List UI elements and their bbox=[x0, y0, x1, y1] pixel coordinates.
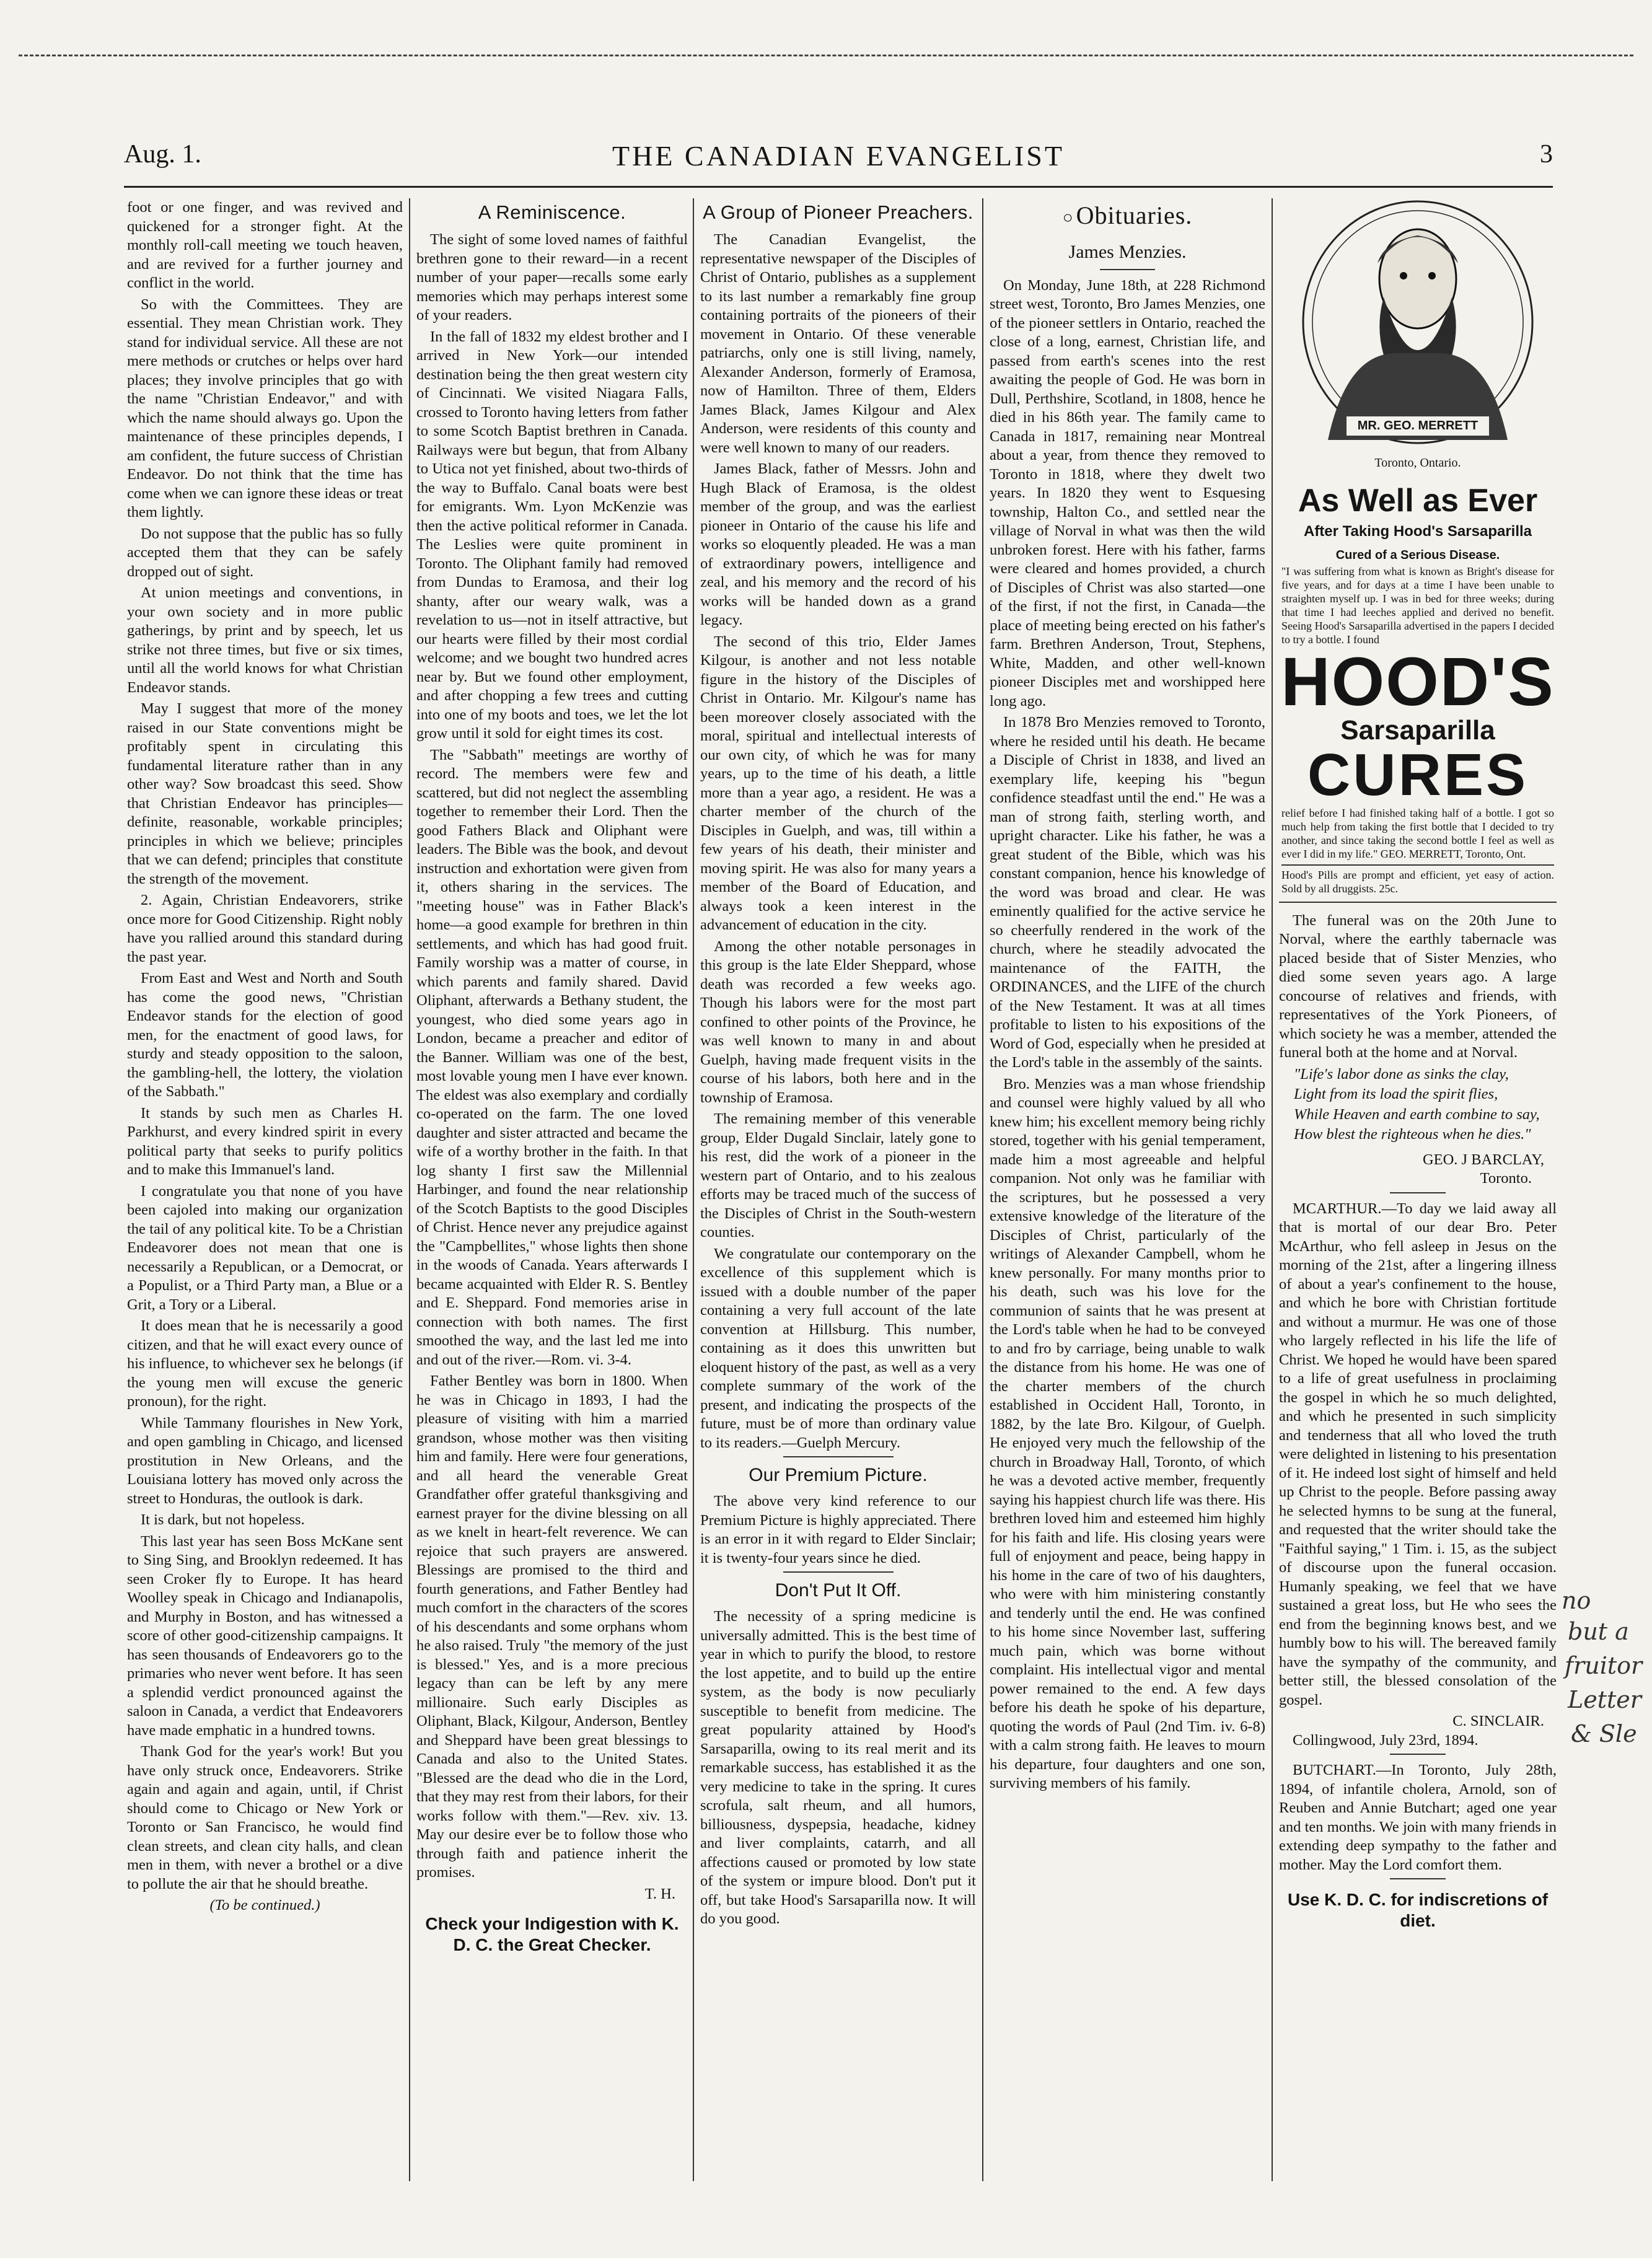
separator bbox=[1390, 1878, 1446, 1879]
paragraph: So with the Committees. They are essential. They mean Christian work. They stand for individual service. All these are not mere methods or crutches or helps over hard places; they involve principles that go with the name "Christian Endeavor," and with which the name should always go. Upon the maintenance of these principles depends, I am confident, the future success of Christian Endeavor. Do not think that the time has come when we can ignore these ideas or treat them lightly. bbox=[127, 296, 403, 521]
signature-location: Toronto. bbox=[1480, 1170, 1532, 1187]
paragraph: It does mean that he is necessarily a good citizen, and that he will exact every ounce of his influence, to whichever sex he belongs (if the young men will excuse the generic pronoun), for the right. bbox=[127, 1317, 403, 1410]
paragraph: From East and West and North and South has come the good news, "Christian Endeavor stands for the election of good men, for the enactment of good laws, for sturdy and steady opposition to the saloon, the gambling-hell, the lottery, the violation of the Sabbath." bbox=[127, 970, 403, 1100]
ad-product: Sarsaparilla bbox=[1340, 714, 1495, 745]
separator bbox=[1279, 902, 1557, 903]
top-border-line bbox=[19, 55, 1633, 56]
ad-testimonial-end: relief before I had finished taking half of a bottle. I got so much help from taking the first bottle that I decided to try another, and since taking the second bottle I feel as well as ever I did in my life." GEO. MERRETT, Toronto, Ont. bbox=[1281, 806, 1554, 860]
page-number: 3 bbox=[1540, 140, 1553, 169]
paragraph: May I suggest that more of the money raised in our State conventions might be profitably spent in circulating this fundamental literature rather than in any other way? Sow broadcast this seed. Show that Christian Endeavor has principles—definite, reasonable, workable principles; principles in which we believe; principles that we can defend; principles that constitute the strength of the movement. bbox=[127, 700, 403, 887]
column-divider bbox=[693, 198, 694, 2181]
margin-note: no bbox=[1562, 1587, 1591, 1614]
paragraph: The second of this trio, Elder James Kilgour, is another and not less notable figure in the history of the Disciples of Christ in Ontario. Mr. Kilgour's name has been moreover closely associated with the moral, spiritual and intellectual interests of our own city, of which he was for many years, up to the time of his death, a little more than a year ago, a resident. He was a charter member of the church of the Disciples in Guelph, and was, till within a few years of his death, their minister and moving spirit. He was also for many years a member of the Board of Education, and always took a keen interest in the advancement of education in the city. bbox=[700, 633, 976, 933]
paragraph: The necessity of a spring medicine is universally admitted. This is the best time of year in which to purify the blood, to restore the lost appetite, and to build up the entire system, as the body is now peculiarly susceptible to benefit from medicine. The great popularity attained by Hood's Sarsaparilla, owing to its real merit and its remarkable success, has established it as the very medicine to take in the spring. It cures scrofula, salt rheum, and all humors, billiousness, dyspepsia, headache, kidney and liver complaints, catarrh, and all affections caused or promoted by low state of the system or impure blood. Don't put it off, but take Hood's Sarsaparilla now. It will do you good. bbox=[700, 1608, 976, 1927]
dateline: Collingwood, July 23rd, 1894. bbox=[1293, 1731, 1478, 1749]
article-heading-premium-picture: Our Premium Picture. bbox=[749, 1465, 928, 1485]
portrait-icon bbox=[1285, 198, 1551, 452]
column-divider bbox=[1272, 198, 1273, 2181]
article-heading-reminiscence: A Reminiscence. bbox=[478, 201, 626, 223]
column-4 bbox=[990, 198, 1265, 2181]
separator bbox=[1100, 269, 1155, 270]
ad-headline: As Well as Ever bbox=[1298, 482, 1538, 519]
column-5 bbox=[1279, 198, 1557, 2181]
obituary-name-menzies: James Menzies. bbox=[1068, 241, 1187, 262]
column-3 bbox=[700, 198, 976, 2181]
separator bbox=[1390, 1754, 1446, 1755]
column-divider bbox=[409, 198, 410, 2181]
paragraph: The "Sabbath" meetings are worthy of record. The members were few and scattered, but did not neglect the assembling together to remember their Lord. Then the good Fathers Black and Oliphant were leaders. The Bible was the book, and devout instruction and exhortation were given from it, others sharing in the services. The "meeting house" was in Father Black's home—a good example for brethren in thin settlements, and which has had good fruit. Family worship was a matter of course, in which parents and family shared. David Oliphant, afterwards a Bethany student, the youngest, who died some years ago in London, became a preacher and editor of the Banner. William was one of the best, most lovable young men I have ever known. The eldest was also exemplary and cordially co-operated on the farm. The one loved daughter and sister attracted and became the wife of a worthy brother in the faith. In that log shanty I first saw the Millennial Harbinger, and found the near relationship of the Scotch Baptists to the good Disciples of Christ. Hence never any prejudice against the "Campbellites," whose lights then shone in the woods of Canada. Years afterwards I became acquainted with Elder R. S. Bentley and E. Sheppard. Fond memories arise in connection with both names. The first smoothed the way, and the last led me into and out of the river.—Rom. vi. 3-4. bbox=[416, 746, 688, 1368]
separator bbox=[783, 1571, 894, 1573]
paragraph: In the fall of 1832 my eldest brother and I arrived in New York—our intended destination being the then great western city of Cincinnati. We visited Niagara Falls, crossed to Toronto having letters from father to some Scotch Baptist brethren in Canada. Railways were but begun, that from Albany to Utica not yet finished, about two-thirds of the way to Buffalo. Canal boats were best for emigrants. Wm. Lyon McKenzie was then the active political reformer in Canada. The Leslies were quite prominent in Toronto. The Oliphant family had removed from Dundas to Eramosa, and their log shanty, after our weary walk, was a revelation to us—not in itself attractive, but our hearts were filled by their most cordial welcome; and we bought two hundred acres near by. But we found other employment, and after chopping a few trees and cutting into one of my boots and toes, we let the lot grow until it sold for eight times its cost. bbox=[416, 328, 688, 742]
hoods-sarsaparilla-advert bbox=[1279, 198, 1557, 895]
poem-line: While Heaven and earth combine to say, bbox=[1294, 1105, 1540, 1123]
newspaper-title: THE CANADIAN EVANGELIST bbox=[612, 140, 1065, 172]
margin-note: fruitor bbox=[1565, 1652, 1643, 1679]
paragraph: Bro. Menzies was a man whose friendship and counsel were highly valued by all who knew him; his excellent memory being richly stored, together with his genial temperament, made him a most agreeable and helpful companion. Not only was he familiar with the scriptures, but he possessed a very extensive knowledge of the literature of the Disciples of Christ, particularly of the writings of Alexander Campbell, whom he knew personally. For many months prior to his death, such was his love for the communion of saints that he was present at the Lord's table when he had to be conveyed to and fro by carriage, being unable to walk the distance from his home. He was one of the charter members of the church established in Occident Hall, Toronto, in 1882, by the late Bro. Kilgour, of Guelph. He enjoyed very much the fellowship of the church in Broadway Hall, Toronto, of which he was a devoted active member, frequently saying his happiest church life was there. His brethren loved him and esteemed him highly for his faith and life. His closing years were full of enjoyment and peace, being happy in his home in the care of two of his daughters, who were with him ministering constantly and tenderly until the end. He was confined to his home since November last, suffering much pain, which was borne without complaint. His intellectual vigor and mental power remained to the end. A few days before his death he spoke of his departure, quoting the words of Paul (2nd Tim. iv. 6-8) with a calm strong faith. He leaves to mourn his departure, four daughters and one son, surviving members of his family. bbox=[990, 1075, 1265, 1792]
paragraph: 2. Again, Christian Endeavorers, strike once more for Good Citizenship. Right nobly have you rallied around this standard during the past year. bbox=[127, 892, 403, 965]
poem-line: Light from its load the spirit flies, bbox=[1294, 1086, 1498, 1102]
signature: T. H. bbox=[644, 1885, 675, 1902]
column-divider bbox=[982, 198, 983, 2181]
signature: GEO. J BARCLAY, bbox=[1422, 1151, 1544, 1168]
portrait-location: Toronto, Ontario. bbox=[1374, 456, 1461, 470]
header-rule bbox=[124, 186, 1553, 188]
paragraph: Do not suppose that the public has so fully accepted them that they can be safely dropped out of sight. bbox=[127, 525, 403, 580]
margin-note: but a bbox=[1568, 1618, 1629, 1645]
signature: C. SINCLAIR. bbox=[1452, 1713, 1544, 1729]
ad-cures: CURES bbox=[1307, 741, 1529, 808]
kdc-advert: Use K. D. C. for indiscretions of diet. bbox=[1287, 1890, 1549, 1930]
paragraph: The above very kind reference to our Premium Picture is highly appreciated. There is an error in it with regard to Elder Sinclair; it is twenty-four years since he died. bbox=[700, 1493, 976, 1566]
paragraph: MCARTHUR.—To day we laid away all that is mortal of our dear Bro. Peter McArthur, who fell asleep in Jesus on the morning of the 21st, after a lingering illness of about a year's confinement to the house, and which he bore with Christian fortitude and without a murmur. He was one of those who largely reflected in his life the life of Christ. We hoped he would have been spared to a life of great usefulness in proclaiming the gospel in which he so much delighted, and which he presented in such simplicity and tenderness that all who loved the truth were delighted in listening to his presentation of it. He indeed lost sight of himself and held up Christ to the people. Before passing away he selected hymns to be sung at the funeral, and requested that the writer should take the "Faithful saying," 1 Tim. i. 15, as the subject of discourse upon the funeral occasion. Humanly speaking, we feel that we have sustained a great loss, but He who sees the end from the beginning knows best, and we humbly bow to his will. The bereaved family have the sympathy of the community, and better still, the blessed consolation of the gospel. bbox=[1279, 1200, 1557, 1708]
separator bbox=[783, 1456, 894, 1457]
ad-brand: HOOD'S bbox=[1281, 643, 1555, 720]
to-be-continued: (To be continued.) bbox=[209, 1897, 320, 1913]
portrait-caption: MR. GEO. MERRETT bbox=[1347, 416, 1489, 436]
issue-date: Aug. 1. bbox=[124, 140, 201, 169]
column-2 bbox=[416, 198, 688, 2181]
paragraph: Among the other notable personages in this group is the late Elder Sheppard, whose death was recorded a few weeks ago. Though his labors were for the most part confined to other points of the Province, he was well known to many in and about Guelph, having made frequent visits in the course of his labors, both here and in the township of Eramosa. bbox=[700, 938, 976, 1106]
paragraph: At union meetings and conventions, in your own society and in more public gatherings, by print and by speech, let us strike not three times, but five or six times, until all the world knows for what Christian Endeavor stands. bbox=[127, 584, 403, 696]
poem-line: "Life's labor done as sinks the clay, bbox=[1294, 1065, 1509, 1083]
column-1 bbox=[127, 198, 403, 2181]
paragraph: I congratulate you that none of you have been cajoled into making our organization the tail of any political kite. To be a Christian Endeavorer does not mean that one is necessarily a Republican, or a Democrat, or a Populist, or a Third Party man, a Blue or a Grit, a Tory or a Liberal. bbox=[127, 1182, 403, 1313]
ad-testimonial: "I was suffering from what is known as Bright's disease for five years, and for days at a time I have been unable to straighten myself up. I was in bed for three weeks; during that time I had leeches applied and derived no benefit. Seeing Hood's Sarsaparilla advertised in the papers I decided to try a bottle. I found bbox=[1281, 564, 1554, 646]
paragraph: The funeral was on the 20th June to Norval, where the earthly tabernacle was placed beside that of Sister Menzies, who died some seven years ago. A large concourse of relatives and friends, with representatives of the York Pioneers, of which society he was a member, attended the funeral both at the home and at Norval. bbox=[1279, 912, 1557, 1061]
obituaries-heading: ○ Obituaries. bbox=[990, 201, 1265, 233]
paragraph: James Black, father of Messrs. John and Hugh Black of Eramosa, is the oldest member of the group, and was the earliest pioneer in Ontario of the cause his life and works so eloquently pleaded. He was a man of extraordinary powers, intelligence and zeal, and his memory and the record of his works will be handed down as a grand legacy. bbox=[700, 460, 976, 628]
paragraph: The remaining member of this venerable group, Elder Dugald Sinclair, lately gone to his rest, did the work of a pioneer in the western part of Ontario, and to his zealous efforts may be traced much of the success of the Disciples of Christ in the South-western counties. bbox=[700, 1110, 976, 1241]
paragraph: It is dark, but not hopeless. bbox=[141, 1511, 305, 1528]
paragraph: The Canadian Evangelist, the representative newspaper of the Disciples of Christ of Ontario, publishes as a supplement to its last number a remarkably fine group containing portraits of the pioneers of their movement in Ontario. Of these venerable patriarchs, only one is still living, namely, Alexander Anderson, formerly of Eramosa, now of Hamilton. Three of them, Elders James Black, James Kilgour and Alex Anderson, were residents of this county and were well known to many of our readers. bbox=[700, 231, 976, 456]
paragraph: BUTCHART.—In Toronto, July 28th, 1894, of infantile cholera, Arnold, son of Reuben and Annie Butchart; aged one year and ten months. We join with many friends in extending deep sympathy to the father and mother. May the Lord comfort them. bbox=[1279, 1762, 1557, 1873]
margin-note: & Sle bbox=[1571, 1720, 1637, 1747]
article-heading-dont-put-it-off: Don't Put It Off. bbox=[775, 1580, 902, 1601]
portrait-engraving bbox=[1285, 198, 1551, 452]
paragraph: Father Bentley was born in 1800. When he was in Chicago in 1893, I had the pleasure of visiting with him a married grandson, whose mother was then visiting him and family. Here were four generations, and all heard the venerable Great Grandfather offer grateful thanksgiving and earnest prayer for the divine blessing on all as we knelt in heart-felt reverence. We can rejoice that such prayers are answered. Blessings are promised to the third and fourth generations, and Father Bentley had much comfort in the characters of the scores of his descendants and some orphans whom he also raised. Truly "the memory of the just is blessed." Yes, and is a more precious legacy than can be left by any mere millionaire. Such early Disciples as Oliphant, Black, Kilgour, Anderson, Bentley and Sheppard have been great blessings to Canada and also to the United States. "Blessed are the dead who die in the Lord, that they may rest from their labors, for their works follow with them."—Rev. xiv. 13. May our desire ever be to follow those who through faith and patience inherit the promises. bbox=[416, 1373, 688, 1881]
ad-subheadline: After Taking Hood's Sarsaparilla bbox=[1303, 522, 1532, 540]
kdc-advert: Check your Indigestion with K. D. C. the Great Checker. bbox=[425, 1914, 679, 1954]
paragraph: While Tammany flourishes in New York, and open gambling in Chicago, and licensed prostitution in New Orleans, and the Louisiana lottery has moved only across the street to Honduras, the outlook is dark. bbox=[127, 1414, 403, 1507]
paragraph: On Monday, June 18th, at 228 Richmond street west, Toronto, Bro James Menzies, one of the pioneer settlers in Ontario, reached the close of a long, earnest, Christian life, and passed from earth's scenes into the rest awaiting the people of God. He was born in Dull, Perthshire, Scotland, in 1808, hence he died in his 86th year. The family came to Canada in 1817, remaining near Montreal about a year, from thence they removed to Toronto in 1818, where they dwelt two years. In 1820 they went to Esquesing township, Halton Co., and settled near the village of Norval in what was then the wild unbroken forest. Here with his father, farms were cleared and homes provided, a church of Disciples of Christ was also started—one of the first, if not the first, in Canada—the place of meeting being erected on his father's farm. Brethren Anderson, Trout, Stephens, White, Madden, and other well-known pioneer Disciples met and worshipped here long ago. bbox=[990, 276, 1265, 709]
paragraph: It stands by such men as Charles H. Parkhurst, and every kindred spirit in every political party that seeks to purify politics and to make this Immanuel's land. bbox=[127, 1104, 403, 1178]
paragraph: This last year has seen Boss McKane sent to Sing Sing, and Brooklyn redeemed. It has seen Croker fly to Europe. It has heard Woolley speak in Chicago and Indianapolis, and Murphy in Boston, and has witnessed a score of other good-citizenship campaigns. It has seen thousands of Endeavorers go to the primaries who never went before. It has seen a splendid verdict pronounced against the saloon in Canada, a verdict that Endeavorers have made emphatic in a hundred towns. bbox=[127, 1532, 403, 1739]
masthead bbox=[124, 139, 1553, 183]
margin-note: Letter bbox=[1568, 1686, 1641, 1713]
ad-cured-line: Cured of a Serious Disease. bbox=[1335, 548, 1500, 562]
paragraph: Thank God for the year's work! But you have only struck once, Endeavorers. Strike again and again and again, until, if Christ should come to Chicago or New York or Toronto or San Francisco, he would find clean streets, and clean city halls, and clean men in them, with never a brothel or a dive to pollute the air that he should breathe. bbox=[127, 1743, 403, 1892]
article-heading-pioneer-preachers: A Group of Pioneer Preachers. bbox=[703, 201, 973, 223]
paragraph: In 1878 Bro Menzies removed to Toronto, where he resided until his death. He became a Disciple of Christ in 1838, and lived an exemplary life, keeping his "begun confidence steadfast until the end." He was a man of strong faith, sterling worth, and upright character. Like his father, he was a great student of the Bible, which was his constant companion, hence his knowledge of the word was broad and clear. He was eminently qualified for the active service he so cheerfully rendered in the work of the church, where he steadily advocated the maintenance of the FAITH, the ORDINANCES, and the LIFE of the church of the New Testament. It was at all times profitable to listen to his expositions of the Word of God, especially when he presided at the Lord's table in the assembly of the saints. bbox=[990, 714, 1265, 1071]
ad-pills: Hood's Pills are prompt and efficient, yet easy of action. Sold by all druggists. 25c. bbox=[1281, 864, 1554, 895]
poem-line: How blest the righteous when he dies." bbox=[1294, 1126, 1531, 1143]
paragraph: We congratulate our contemporary on the excellence of this supplement which is issued with a double number of the paper containing a very full account of the late convention at Hillsburg. This number, containing as it does this unwritten but eloquent history of the past, as well as a very complete summary of the work of the present, and indicating the prospects of the future, must be of more than ordinary value to its readers.—Guelph Mercury. bbox=[700, 1245, 976, 1451]
separator bbox=[1390, 1192, 1446, 1193]
paragraph: The sight of some loved names of faithful brethren gone to their reward—in a recent number of your paper—recalls some early memories which may perhaps interest some of your readers. bbox=[416, 231, 688, 323]
paragraph: foot or one finger, and was revived and quickened for a stronger fight. At the monthly roll-call meeting we touch heaven, and are revived for a further journey and conflict in the world. bbox=[127, 199, 403, 291]
